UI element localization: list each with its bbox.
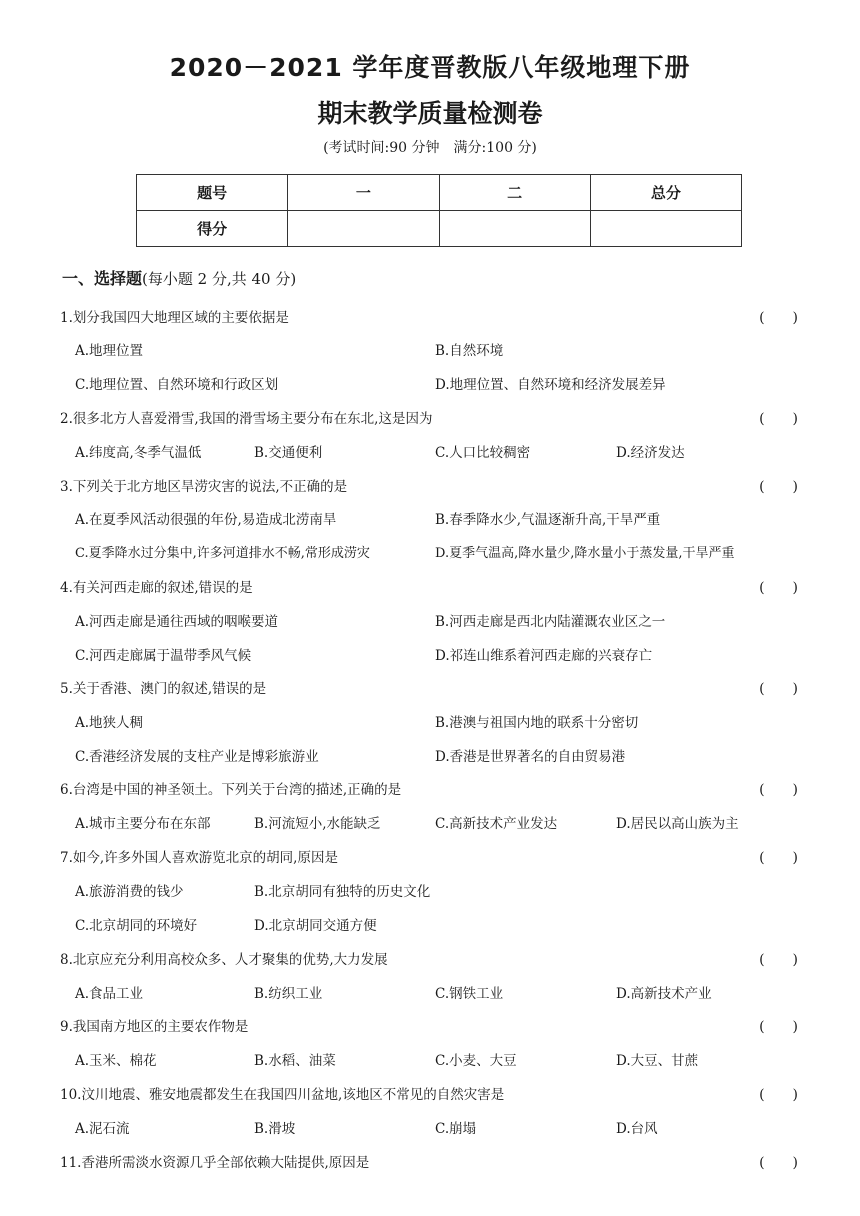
score-table-score-row [137, 211, 742, 247]
answer-bracket: ( ) [759, 1155, 798, 1171]
answer-option: D.香港是世界著名的自由贸易港 [435, 749, 626, 765]
answer-option: D.经济发达 [616, 445, 685, 461]
question-stem: 4.有关河西走廊的叙述,错误的是 [60, 580, 253, 596]
question-stem: 1.划分我国四大地理区域的主要依据是 [60, 310, 289, 326]
score-table-header: 二 [439, 175, 590, 211]
answer-option: C.夏季降水过分集中,许多河道排水不畅,常形成涝灾 [75, 546, 370, 561]
question-stem: 2.很多北方人喜爱滑雪,我国的滑雪场主要分布在东北,这是因为 [60, 411, 433, 427]
answer-option: B.北京胡同有独特的历史文化 [254, 884, 431, 900]
answer-option: D.大豆、甘蔗 [616, 1053, 699, 1069]
section-title: 一、选择题 [62, 269, 143, 288]
answer-bracket: ( ) [759, 681, 798, 697]
answer-option: A.城市主要分布在东部 [75, 816, 211, 832]
answer-bracket: ( ) [759, 1087, 798, 1103]
answer-option: A.泥石流 [75, 1121, 130, 1137]
score-table-header: 题号 [137, 175, 288, 211]
answer-option: D.台风 [616, 1121, 658, 1137]
exam-info: (考试时间:90 分钟 满分:100 分) [323, 140, 537, 156]
answer-option: C.河西走廊属于温带季风气候 [75, 648, 252, 664]
answer-option: B.河流短小,水能缺乏 [254, 816, 381, 832]
answer-option: A.纬度高,冬季气温低 [75, 445, 202, 461]
exam-title-line1: 2020－2021 学年度晋教版八年级地理下册 [169, 53, 691, 82]
answer-option: B.河西走廊是西北内陆灌溉农业区之一 [435, 614, 666, 630]
answer-option: A.食品工业 [75, 986, 144, 1002]
answer-option: B.纺织工业 [254, 986, 323, 1002]
question-stem: 6.台湾是中国的神圣领土。下列关于台湾的描述,正确的是 [60, 782, 402, 798]
answer-option: C.崩塌 [435, 1121, 477, 1137]
answer-option: A.玉米、棉花 [75, 1053, 157, 1069]
answer-option: C.香港经济发展的支柱产业是博彩旅游业 [75, 749, 319, 765]
score-table-header-row [137, 175, 742, 211]
question-stem: 10.汶川地震、雅安地震都发生在我国四川盆地,该地区不常见的自然灾害是 [60, 1087, 505, 1103]
question-stem: 3.下列关于北方地区旱涝灾害的说法,不正确的是 [60, 479, 348, 495]
score-row-label: 得分 [137, 211, 288, 247]
answer-option: B.水稻、油菜 [254, 1053, 336, 1069]
score-cell [439, 211, 590, 247]
answer-bracket: ( ) [759, 479, 798, 495]
answer-bracket: ( ) [759, 850, 798, 866]
answer-option: D.北京胡同交通方便 [254, 918, 377, 934]
answer-bracket: ( ) [759, 580, 798, 596]
answer-option: B.春季降水少,气温逐渐升高,干旱严重 [435, 512, 661, 528]
score-table [136, 174, 742, 247]
answer-bracket: ( ) [759, 411, 798, 427]
answer-option: B.交通便利 [254, 445, 323, 461]
answer-option: C.高新技术产业发达 [435, 816, 558, 832]
score-cell [590, 211, 741, 247]
answer-option: A.地狭人稠 [75, 715, 144, 731]
answer-option: B.滑坡 [254, 1121, 296, 1137]
section-note: (每小题 2 分,共 40 分) [142, 270, 297, 288]
answer-option: D.居民以高山族为主 [616, 816, 739, 832]
answer-option: C.北京胡同的环境好 [75, 918, 198, 934]
question-stem: 11.香港所需淡水资源几乎全部依赖大陆提供,原因是 [60, 1155, 370, 1171]
answer-option: D.祁连山维系着河西走廊的兴衰存亡 [435, 648, 653, 664]
answer-option: A.在夏季风活动很强的年份,易造成北涝南旱 [75, 512, 337, 528]
answer-bracket: ( ) [759, 782, 798, 798]
score-cell [288, 211, 439, 247]
answer-option: D.夏季气温高,降水量少,降水量小于蒸发量,干旱严重 [435, 546, 735, 561]
answer-option: C.地理位置、自然环境和行政区划 [75, 377, 279, 393]
answer-option: C.钢铁工业 [435, 986, 504, 1002]
answer-option: A.旅游消费的钱少 [75, 884, 184, 900]
answer-option: D.高新技术产业 [616, 986, 712, 1002]
question-stem: 8.北京应充分利用高校众多、人才聚集的优势,大力发展 [60, 952, 388, 968]
answer-bracket: ( ) [759, 1019, 798, 1035]
question-stem: 7.如今,许多外国人喜欢游览北京的胡同,原因是 [60, 850, 338, 866]
score-table-header: 总分 [590, 175, 741, 211]
answer-option: C.人口比较稠密 [435, 445, 531, 461]
answer-option: B.港澳与祖国内地的联系十分密切 [435, 715, 639, 731]
question-stem: 9.我国南方地区的主要农作物是 [60, 1019, 249, 1035]
exam-title-line2: 期末教学质量检测卷 [317, 99, 543, 128]
answer-bracket: ( ) [759, 952, 798, 968]
section-heading [62, 266, 296, 289]
score-table-header: 一 [288, 175, 439, 211]
answer-option: A.河西走廊是通往西域的咽喉要道 [75, 614, 279, 630]
answer-bracket: ( ) [759, 310, 798, 326]
question-stem: 5.关于香港、澳门的叙述,错误的是 [60, 681, 267, 697]
answer-option: A.地理位置 [75, 343, 144, 359]
answer-option: C.小麦、大豆 [435, 1053, 517, 1069]
answer-option: B.自然环境 [435, 343, 504, 359]
answer-option: D.地理位置、自然环境和经济发展差异 [435, 377, 666, 393]
